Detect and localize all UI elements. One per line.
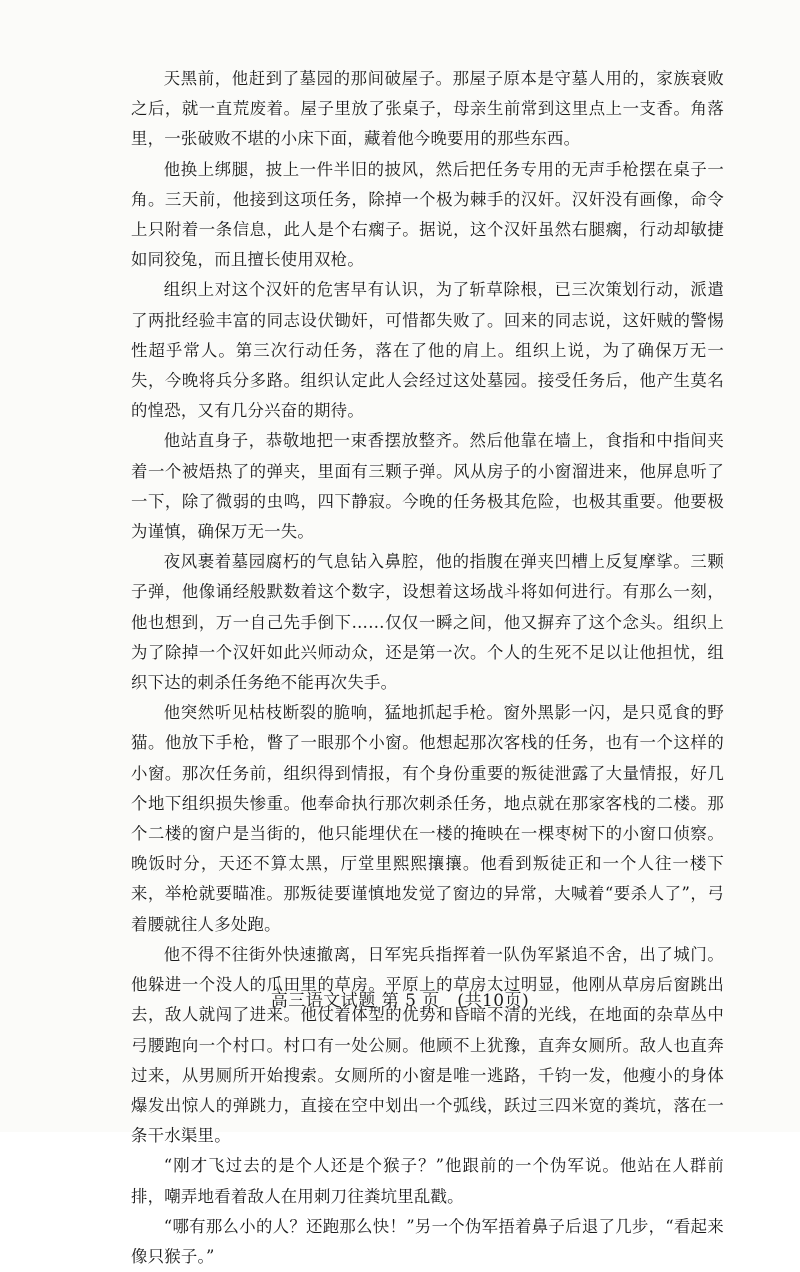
paragraph: 夜风裹着墓园腐朽的气息钻入鼻腔，他的指腹在弹夹凹槽上反复摩挲。三颗子弹，他像诵经般默数着这个数字，设想着这场战斗将如何进行。有那么一刻，他也想到，万一自己先手倒下……仅仅一瞬之间，他又摒弃了这个念头。组织上为了除掉一个汉奸如此兴师动众，还是第一次。个人的生死不足以让他担忧，组织下达的刺杀任务绝不能再次失手。	[131, 552, 724, 693]
paragraph: “哪有那么小的人？还跑那么快！”另一个伪军捂着鼻子后退了几步，“看起来像只猴子。”	[131, 1216, 724, 1266]
paragraph: 他突然听见枯枝断裂的脆响，猛地抓起手枪。窗外黑影一闪，是只觅食的野猫。他放下手枪，瞥了一眼那个小窗。他想起那次客栈的任务，也有一个这样的小窗。那次任务前，组织得到情报，有个身份重要的叛徒泄露了大量情报，好几个地下组织损失惨重。他奉命执行那次刺杀任务，地点就在那家客栈的二楼。那个二楼的窗户是当街的，他只能埋伏在一楼的掩映在一棵枣树下的小窗口侦察。晚饭时分，天还不算太黑，厅堂里熙熙攘攘。他看到叛徒正和一个人往一楼下来，举枪就要瞄准。那叛徒要谨慎地发觉了窗边的异常，大喊着“要杀人了”，弓着腰就往人多处跑。	[131, 703, 724, 934]
reading-passage	[131, 64, 724, 1272]
page-footer: 高三语文试题 第 5 页 (共10页)	[270, 991, 530, 1011]
paragraph: 他不得不往街外快速撤离，日军宪兵指挥着一队伪军紧追不舍，出了城门。他躲进一个没人的瓜田里的草房。平原上的草房太过明显，他刚从草房后窗跳出去，敌人就闯了进来。他仗着体型的优势和昏暗不清的光线，在地面的杂草丛中弓腰跑向一个村口。村口有一处公厕。他顾不上犹豫，直奔女厕所。敌人也直奔过来，从男厕所开始搜索。女厕所的小窗是唯一逃路，千钧一发，他瘦小的身体爆发出惊人的弹跳力，直接在空中划出一个弧线，跃过三四米宽的粪坑，落在一条干水渠里。	[131, 944, 724, 1146]
paragraph: 天黑前，他赶到了墓园的那间破屋子。那屋子原本是守墓人用的，家族衰败之后，就一直荒废着。屋子里放了张桌子，母亲生前常到这里点上一支香。角落里，一张破败不堪的小床下面，藏着他今晚要用的那些东西。	[131, 69, 724, 149]
paragraph: 组织上对这个汉奸的危害早有认识，为了斩草除根，已三次策划行动，派遣了两批经验丰富的同志设伏锄奸，可惜都失败了。回来的同志说，这奸贼的警惕性超乎常人。第三次行动任务，落在了他的肩上。组织上说，为了确保万无一失，今晚将兵分多路。组织认定此人会经过这处墓园。接受任务后，他产生莫名的惶恐，又有几分兴奋的期待。	[131, 280, 724, 421]
paragraph: 他站直身子，恭敬地把一束香摆放整齐。然后他靠在墙上，食指和中指间夹着一个被焐热了的弹夹，里面有三颗子弹。风从房子的小窗溜进来，他屏息听了一下，除了微弱的虫鸣，四下静寂。今晚的任务极其危险，也极其重要。他要极为谨慎，确保万无一失。	[131, 431, 724, 542]
paragraph: 他换上绑腿，披上一件半旧的披风，然后把任务专用的无声手枪摆在桌子一角。三天前，他接到这项任务，除掉一个极为棘手的汉奸。汉奸没有画像，命令上只附着一条信息，此人是个右瘸子。据说，这个汉奸虽然右腿瘸，行动却敏捷如同狡兔，而且擅长使用双枪。	[131, 159, 724, 270]
paragraph: “刚才飞过去的是个人还是个猴子？”他跟前的一个伪军说。他站在人群前排，嘲弄地看着敌人在用刺刀往粪坑里乱戳。	[131, 1156, 724, 1206]
